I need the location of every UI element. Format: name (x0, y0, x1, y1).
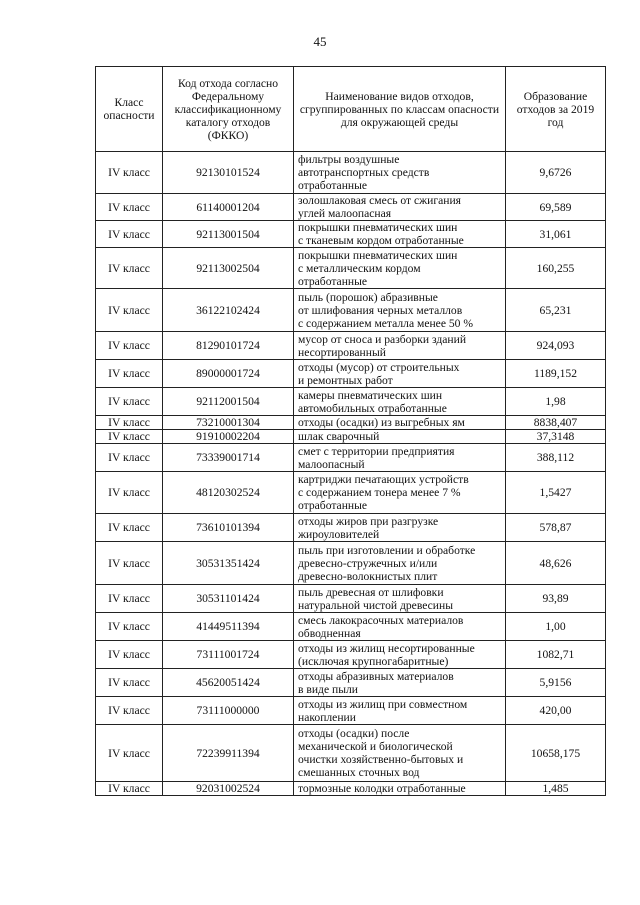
table-row (96, 430, 606, 444)
table-row (96, 585, 606, 613)
cell-waste-amount: 1,5427 (506, 472, 606, 514)
cell-waste-name: смесь лакокрасочных материалов обводненная (294, 613, 506, 641)
cell-hazard-class: IV класс (96, 248, 163, 289)
cell-hazard-class: IV класс (96, 782, 163, 796)
table-row (96, 416, 606, 430)
cell-hazard-class: IV класс (96, 332, 163, 360)
cell-hazard-class: IV класс (96, 585, 163, 613)
cell-hazard-class: IV класс (96, 416, 163, 430)
cell-waste-name: отходы (мусор) от строительных и ремонтных работ (294, 360, 506, 388)
cell-waste-name: мусор от сноса и разборки зданий несортированный (294, 332, 506, 360)
table-row (96, 194, 606, 221)
cell-hazard-class: IV класс (96, 194, 163, 221)
cell-waste-amount: 93,89 (506, 585, 606, 613)
cell-fkko-code: 91910002204 (163, 430, 294, 444)
cell-waste-name: отходы жиров при разгрузке жироуловителей (294, 514, 506, 542)
header-fkko-code: Код отхода согласно Федеральному классификационному каталогу отходов (ФККО) (163, 67, 294, 152)
table-row (96, 542, 606, 585)
cell-hazard-class: IV класс (96, 152, 163, 194)
table-header-row (96, 67, 606, 152)
cell-fkko-code: 89000001724 (163, 360, 294, 388)
cell-fkko-code: 92112001504 (163, 388, 294, 416)
cell-waste-name: тормозные колодки отработанные (294, 782, 506, 796)
cell-fkko-code: 92113001504 (163, 221, 294, 248)
cell-waste-amount: 69,589 (506, 194, 606, 221)
cell-fkko-code: 30531101424 (163, 585, 294, 613)
cell-hazard-class: IV класс (96, 221, 163, 248)
cell-waste-name: пыль (порошок) абразивные от шлифования черных металлов с содержанием металла менее 50 % (294, 289, 506, 332)
cell-fkko-code: 92113002504 (163, 248, 294, 289)
page-number: 45 (313, 34, 327, 49)
cell-fkko-code: 92130101524 (163, 152, 294, 194)
cell-fkko-code: 72239911394 (163, 725, 294, 782)
cell-waste-name: смет с территории предприятия малоопасный (294, 444, 506, 472)
cell-fkko-code: 92031002524 (163, 782, 294, 796)
table-row (96, 221, 606, 248)
table-row (96, 360, 606, 388)
cell-fkko-code: 30531351424 (163, 542, 294, 585)
cell-waste-amount: 9,6726 (506, 152, 606, 194)
header-waste-name: Наименование видов отходов, сгруппированных по классам опасности для окружающей среды (294, 67, 506, 152)
cell-waste-amount: 10658,175 (506, 725, 606, 782)
cell-fkko-code: 61140001204 (163, 194, 294, 221)
table-body (96, 152, 606, 796)
cell-hazard-class: IV класс (96, 388, 163, 416)
cell-waste-name: покрышки пневматических шин с тканевым кордом отработанные (294, 221, 506, 248)
header-hazard-class: Класс опасности (96, 67, 163, 152)
cell-waste-name: отходы абразивных материалов в виде пыли (294, 669, 506, 697)
cell-hazard-class: IV класс (96, 472, 163, 514)
cell-hazard-class: IV класс (96, 669, 163, 697)
cell-fkko-code: 73610101394 (163, 514, 294, 542)
cell-hazard-class: IV класс (96, 641, 163, 669)
cell-waste-amount: 65,231 (506, 289, 606, 332)
cell-waste-amount: 1,485 (506, 782, 606, 796)
cell-fkko-code: 81290101724 (163, 332, 294, 360)
cell-fkko-code: 73339001714 (163, 444, 294, 472)
cell-hazard-class: IV класс (96, 444, 163, 472)
cell-waste-amount: 5,9156 (506, 669, 606, 697)
table-row (96, 332, 606, 360)
cell-waste-amount: 160,255 (506, 248, 606, 289)
table-row (96, 388, 606, 416)
table-row (96, 782, 606, 796)
cell-waste-amount: 37,3148 (506, 430, 606, 444)
cell-waste-amount: 420,00 (506, 697, 606, 725)
cell-waste-amount: 8838,407 (506, 416, 606, 430)
table-row (96, 444, 606, 472)
cell-waste-name: пыль при изготовлении и обработке древесно-стружечных и/или древесно-волокнистых плит (294, 542, 506, 585)
header-waste-amount: Образование отходов за 2019 год (506, 67, 606, 152)
cell-waste-amount: 31,061 (506, 221, 606, 248)
cell-fkko-code: 73111000000 (163, 697, 294, 725)
cell-hazard-class: IV класс (96, 430, 163, 444)
cell-waste-amount: 388,112 (506, 444, 606, 472)
cell-waste-name: камеры пневматических шин автомобильных отработанные (294, 388, 506, 416)
cell-fkko-code: 48120302524 (163, 472, 294, 514)
cell-waste-amount: 1082,71 (506, 641, 606, 669)
table-row (96, 289, 606, 332)
cell-hazard-class: IV класс (96, 360, 163, 388)
cell-waste-name: отходы (осадки) из выгребных ям (294, 416, 506, 430)
cell-waste-name: фильтры воздушные автотранспортных средств отработанные (294, 152, 506, 194)
cell-fkko-code: 73210001304 (163, 416, 294, 430)
cell-fkko-code: 45620051424 (163, 669, 294, 697)
table-row (96, 613, 606, 641)
table-row (96, 248, 606, 289)
table-row (96, 152, 606, 194)
cell-waste-amount: 924,093 (506, 332, 606, 360)
table-row (96, 472, 606, 514)
cell-hazard-class: IV класс (96, 289, 163, 332)
table-row (96, 697, 606, 725)
waste-table (95, 66, 606, 796)
cell-waste-name: шлак сварочный (294, 430, 506, 444)
cell-hazard-class: IV класс (96, 725, 163, 782)
cell-waste-name: картриджи печатающих устройств с содержанием тонера менее 7 % отработанные (294, 472, 506, 514)
cell-waste-amount: 1,00 (506, 613, 606, 641)
cell-waste-name: отходы из жилищ при совместном накоплении (294, 697, 506, 725)
cell-waste-amount: 48,626 (506, 542, 606, 585)
cell-waste-amount: 578,87 (506, 514, 606, 542)
table-row (96, 725, 606, 782)
table-row (96, 669, 606, 697)
cell-fkko-code: 41449511394 (163, 613, 294, 641)
cell-hazard-class: IV класс (96, 514, 163, 542)
cell-waste-name: золошлаковая смесь от сжигания углей малоопасная (294, 194, 506, 221)
cell-waste-name: отходы из жилищ несортированные (исключая крупногабаритные) (294, 641, 506, 669)
cell-waste-amount: 1189,152 (506, 360, 606, 388)
cell-hazard-class: IV класс (96, 542, 163, 585)
cell-fkko-code: 36122102424 (163, 289, 294, 332)
table-row (96, 514, 606, 542)
table-row (96, 641, 606, 669)
cell-fkko-code: 73111001724 (163, 641, 294, 669)
cell-waste-name: покрышки пневматических шин с металлическим кордом отработанные (294, 248, 506, 289)
cell-hazard-class: IV класс (96, 613, 163, 641)
cell-waste-name: пыль древесная от шлифовки натуральной чистой древесины (294, 585, 506, 613)
cell-hazard-class: IV класс (96, 697, 163, 725)
cell-waste-name: отходы (осадки) после механической и биологической очистки хозяйственно-бытовых и смешанных сточных вод (294, 725, 506, 782)
cell-waste-amount: 1,98 (506, 388, 606, 416)
